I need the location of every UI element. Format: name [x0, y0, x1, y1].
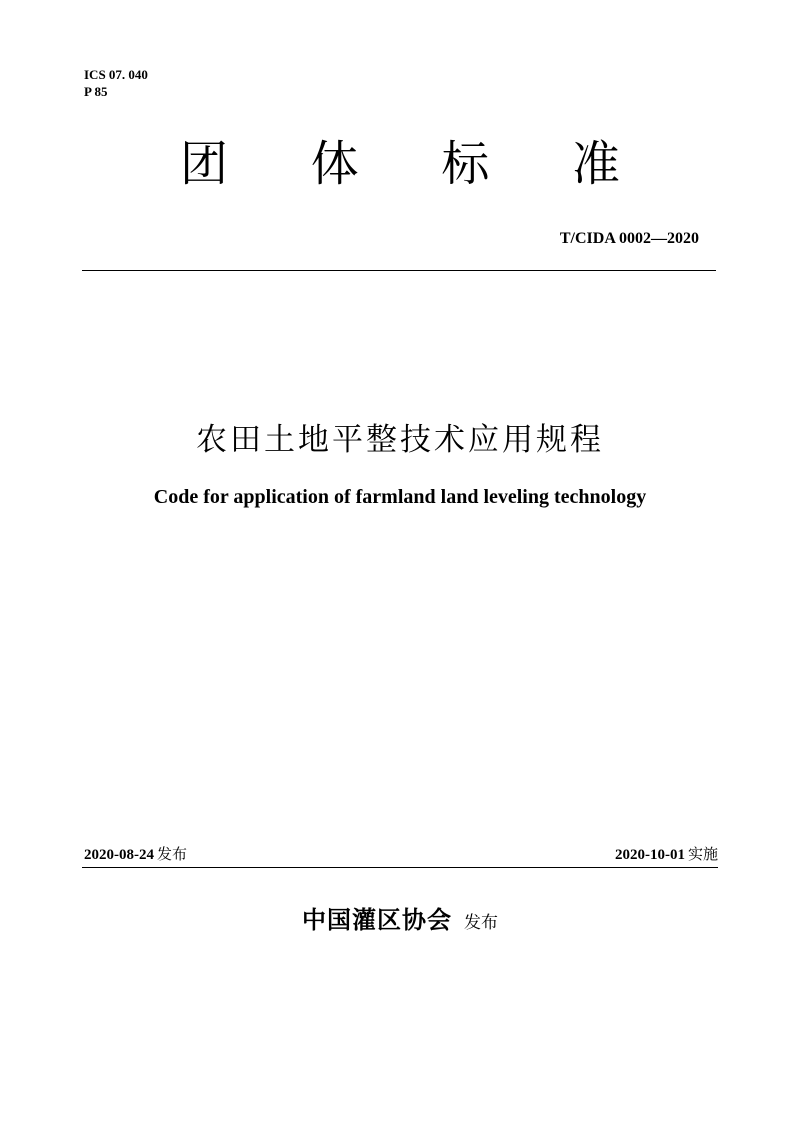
- issue-date-line: [84, 843, 187, 864]
- standard-type-heading: [180, 130, 620, 192]
- implementation-date: 2020-10-01: [614, 847, 685, 863]
- ics-code: ICS 07. 040: [84, 67, 148, 82]
- standard-type-char: 体: [310, 135, 359, 192]
- publisher-label: 发布: [464, 913, 498, 933]
- issue-date: 2020-08-24: [84, 847, 154, 863]
- title-chinese: 农田土地平整技术应用规程: [196, 422, 604, 458]
- standard-type-char: 团: [180, 135, 229, 192]
- standard-code: T/CIDA 0002—2020: [559, 230, 699, 247]
- publisher-organization: 中国灌区协会: [302, 905, 452, 934]
- implementation-date-line: [615, 843, 718, 864]
- top-divider: [82, 270, 716, 271]
- implementation-label: 实施: [687, 845, 718, 863]
- issue-label: 发布: [157, 845, 188, 863]
- title-english: Code for application of farmland land leveling technology: [153, 486, 647, 508]
- publisher-line: [0, 900, 800, 935]
- bottom-divider: [82, 867, 718, 868]
- standard-type-char: 准: [571, 135, 620, 192]
- classification-block: [84, 66, 148, 100]
- standard-type-char: 标: [441, 135, 490, 192]
- ccs-code: P 85: [84, 84, 108, 99]
